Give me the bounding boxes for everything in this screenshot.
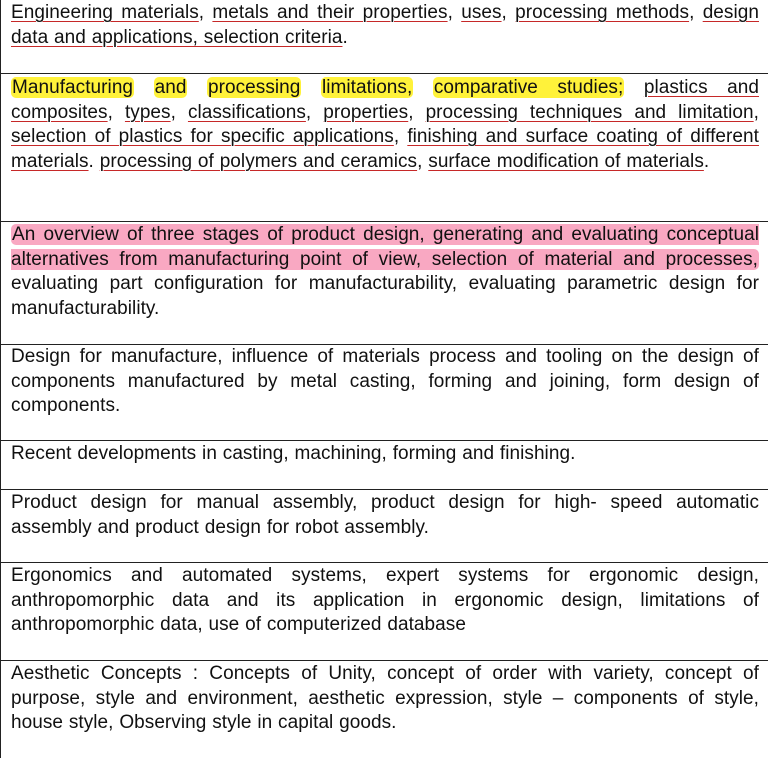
text-run: Ergonomics and automated systems, expert systems for ergonomic design, anthropomorphic data and its application in ergonomic design, limitations of anthropomorphic data, use of computerized database	[11, 565, 759, 635]
underlined-text: plastics and composites	[11, 77, 759, 123]
text-run: evaluating part configuration for manufacturability, evaluating parametric design for manufacturability.	[11, 273, 759, 319]
row-text	[11, 1, 759, 50]
underlined-text: uses	[461, 2, 502, 23]
row-text	[11, 442, 759, 467]
yellow-highlight-text: processing	[208, 77, 301, 98]
row-text	[11, 491, 759, 540]
text-run	[134, 77, 154, 98]
text-run: Product design for manual assembly, product design for high- speed automatic assembly and product design for robot assembly.	[11, 492, 759, 538]
table-row	[1, 73, 768, 221]
pink-highlight-text: An overview of three stages of product design, generating and evaluating conceptual alternatives from manufacturing point of view, selection of material and processes,	[11, 224, 759, 270]
row-text	[11, 564, 759, 638]
text-run	[301, 77, 321, 98]
text-run: .	[88, 150, 100, 172]
underlined-text: selection of plastics for specific applications	[11, 126, 394, 147]
text-run: ,	[198, 2, 213, 23]
table-row	[1, 489, 768, 562]
yellow-highlight-text: comparative studies;	[433, 77, 624, 98]
table-row	[1, 562, 768, 660]
row-text	[11, 76, 759, 174]
text-run: ,	[689, 2, 703, 23]
table-row	[1, 221, 768, 344]
underlined-text: processing of polymers and ceramics	[99, 150, 418, 172]
underlined-text: Engineering materials	[11, 2, 199, 23]
text-run	[413, 77, 433, 98]
table-row	[1, 660, 768, 758]
text-run: .	[342, 26, 348, 48]
underlined-text: classifications	[187, 101, 306, 123]
text-run	[624, 77, 644, 98]
text-run: .	[703, 150, 710, 172]
table-row	[1, 440, 768, 489]
yellow-highlight-text: and	[154, 77, 187, 98]
text-run: Recent developments in casting, machining, forming and finishing.	[11, 443, 576, 464]
table-row	[1, 344, 768, 440]
text-run: ,	[753, 101, 759, 123]
underlined-text: finishing and surface coating of different materials	[11, 126, 759, 172]
text-run: ,	[170, 101, 188, 123]
underlined-text: types	[124, 101, 171, 123]
text-run: Design for manufacture, influence of materials process and tooling on the design of components manufactured by metal casting, forming and joining, form design of components.	[11, 346, 759, 416]
underlined-text: processing techniques and limitation	[425, 101, 754, 123]
text-run: ,	[305, 101, 324, 123]
text-run: Aesthetic Concepts : Concepts of Unity, concept of order with variety, concept of purpose, style and environment, aesthetic expression, style – components of style, house style, Observing style in capital goods.	[11, 663, 759, 733]
underlined-text: design data and applications, selection criteria	[11, 2, 759, 48]
row-text	[11, 223, 759, 321]
underlined-text: surface modification of materials	[428, 150, 704, 172]
yellow-highlight-text: Manufacturing	[12, 77, 134, 98]
row-text	[11, 662, 759, 736]
table-row	[1, 0, 768, 73]
text-run	[187, 77, 207, 98]
text-run: ,	[417, 150, 429, 172]
text-run: ,	[107, 101, 125, 123]
underlined-text: processing methods	[515, 2, 690, 23]
underlined-text: properties	[323, 101, 409, 123]
text-run: ,	[501, 2, 516, 23]
text-run: ,	[408, 101, 426, 123]
underlined-text: metals and their properties	[212, 2, 448, 23]
yellow-highlight-text: limitations,	[321, 77, 413, 98]
text-run: ,	[447, 2, 462, 23]
row-text	[11, 345, 759, 419]
text-run: ,	[393, 126, 408, 147]
